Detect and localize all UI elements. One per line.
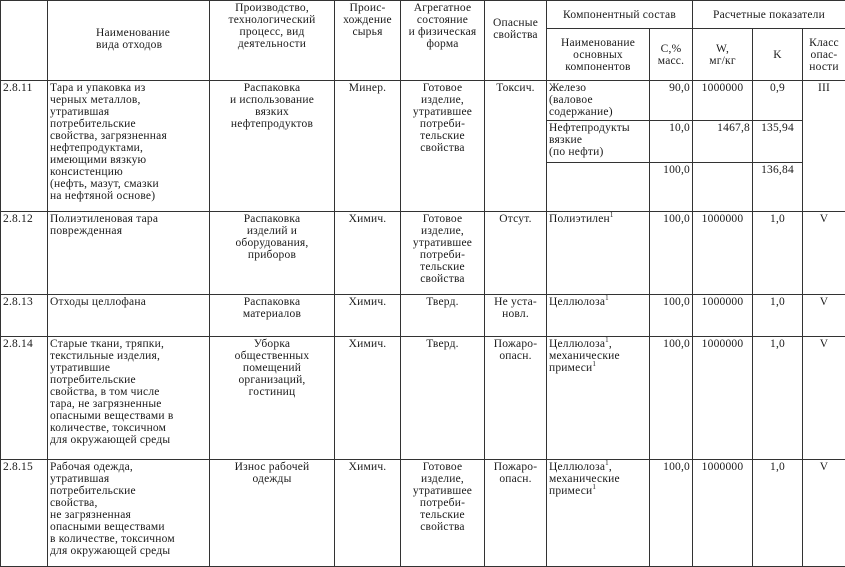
row-code: 2.8.13	[1, 295, 48, 337]
component-k: 1,0	[753, 295, 803, 337]
header-component-name: Наименование основных компонентов	[547, 29, 650, 81]
header-indicators-group: Расчетные показатели	[693, 1, 845, 29]
table-row	[1, 337, 845, 460]
row-code: 2.8.14	[1, 337, 48, 460]
component-concentration: 100,0	[650, 460, 693, 567]
component-w: 1000000	[693, 460, 753, 567]
component-w: 1000000	[693, 212, 753, 295]
component-w: 1000000	[693, 295, 753, 337]
header-concentration: С,% масс.	[650, 29, 693, 81]
component-w: 1000000	[693, 337, 753, 460]
header-state: Агрегатное состояние и физическая форма	[401, 1, 485, 81]
row-production: Уборка общественных помещений организаций, гостиниц	[210, 337, 335, 460]
row-code: 2.8.12	[1, 212, 48, 295]
header-w: W, мг/кг	[693, 29, 753, 81]
header-row-1	[1, 1, 845, 29]
row-state: Готовое изделие, утратившее потреби- тельские свойства	[401, 212, 485, 295]
footnote-mark: 1	[605, 459, 609, 468]
component-k: 1,0	[753, 212, 803, 295]
header-name: Наименование вида отходов	[48, 1, 210, 81]
component-name-b: , механические примеси	[549, 338, 620, 374]
component-concentration: 100,0	[650, 295, 693, 337]
row-hazard: Токсич.	[485, 81, 547, 212]
row-state: Тверд.	[401, 337, 485, 460]
footnote-mark: 1	[605, 336, 609, 345]
component-name	[547, 337, 650, 460]
row-hazard: Пожаро- опасн.	[485, 460, 547, 567]
row-production: Распаковка и использование вязких нефтепродуктов	[210, 81, 335, 212]
table-row	[1, 295, 845, 337]
header-hazard: Опасные свойства	[485, 1, 547, 81]
component-name	[547, 460, 650, 567]
component-concentration: 100,0	[650, 212, 693, 295]
component-name	[547, 212, 650, 295]
component-k: 1,0	[753, 337, 803, 460]
row-hazard: Не уста- новл.	[485, 295, 547, 337]
row-production: Распаковка изделий и оборудования, приборов	[210, 212, 335, 295]
table-row	[1, 460, 845, 567]
row-state: Тверд.	[401, 295, 485, 337]
component-name-text: Целлюлоза	[549, 296, 606, 308]
row-name: Отходы целлофана	[48, 295, 210, 337]
component-name-a: Целлюлоза	[549, 461, 606, 473]
component-name: Железо (валовое содержание)	[547, 81, 650, 121]
component-k: 135,94	[753, 121, 803, 163]
header-production: Производство, технологический процесс, вид деятельности	[210, 1, 335, 81]
row-class: V	[803, 212, 845, 295]
row-production: Распаковка материалов	[210, 295, 335, 337]
component-name-a: Целлюлоза	[549, 338, 606, 350]
row-origin: Химич.	[335, 212, 401, 295]
component-name	[547, 163, 650, 212]
component-concentration: 100,0	[650, 337, 693, 460]
row-code: 2.8.15	[1, 460, 48, 567]
component-name: Нефтепродукты вязкие (по нефти)	[547, 121, 650, 163]
row-class: V	[803, 460, 845, 567]
component-name	[547, 295, 650, 337]
header-components-group: Компонентный состав	[547, 1, 693, 29]
footnote-mark: 1	[592, 483, 597, 492]
component-concentration: 10,0	[650, 121, 693, 163]
footnote-mark: 1	[605, 294, 609, 303]
row-state: Готовое изделие, утратившее потреби- тельские свойства	[401, 460, 485, 567]
footnote-mark: 1	[592, 360, 597, 369]
header-k: K	[753, 29, 803, 81]
component-w	[693, 163, 753, 212]
row-origin: Химич.	[335, 295, 401, 337]
row-origin: Минер.	[335, 81, 401, 212]
component-name-b: , механические примеси	[549, 461, 620, 497]
row-name: Старые ткани, тряпки, текстильные изделия, утратившие потребительские свойства, в том числе тара, не загрязненные опасными веществами в количестве, токсичном для окружающей среды	[48, 337, 210, 460]
component-k: 1,0	[753, 460, 803, 567]
row-name: Рабочая одежда, утратившая потребительские свойства, не загрязненная опасными веществами в количестве, токсичном для окружающей среды	[48, 460, 210, 567]
row-production: Износ рабочей одежды	[210, 460, 335, 567]
total-concentration: 100,0	[650, 163, 693, 212]
component-name-text: Полиэтилен	[549, 213, 610, 225]
row-state: Готовое изделие, утратившее потреби- тельские свойства	[401, 81, 485, 212]
row-hazard: Отсут.	[485, 212, 547, 295]
row-origin: Химич.	[335, 460, 401, 567]
row-name: Полиэтиленовая тара поврежденная	[48, 212, 210, 295]
row-code: 2.8.11	[1, 81, 48, 212]
header-hazard-class: Класс опас- ности	[803, 29, 845, 81]
component-w: 1000000	[693, 81, 753, 121]
header-code	[1, 1, 48, 81]
row-class: III	[803, 81, 845, 212]
row-class: V	[803, 295, 845, 337]
row-class: V	[803, 337, 845, 460]
row-hazard: Пожаро- опасн.	[485, 337, 547, 460]
header-origin: Проис- хождение сырья	[335, 1, 401, 81]
component-w: 1467,8	[693, 121, 753, 163]
footnote-mark: 1	[609, 211, 614, 220]
row-origin: Химич.	[335, 337, 401, 460]
component-k: 0,9	[753, 81, 803, 121]
row-name: Тара и упаковка из черных металлов, утратившая потребительские свойства, загрязненная нефтепродуктами, имеющими вязкую консистенцию (нефть, мазут, смазки на нефтяной основе)	[48, 81, 210, 212]
table-row	[1, 212, 845, 295]
component-concentration: 90,0	[650, 81, 693, 121]
total-k: 136,84	[753, 163, 803, 212]
table-row	[1, 81, 845, 121]
